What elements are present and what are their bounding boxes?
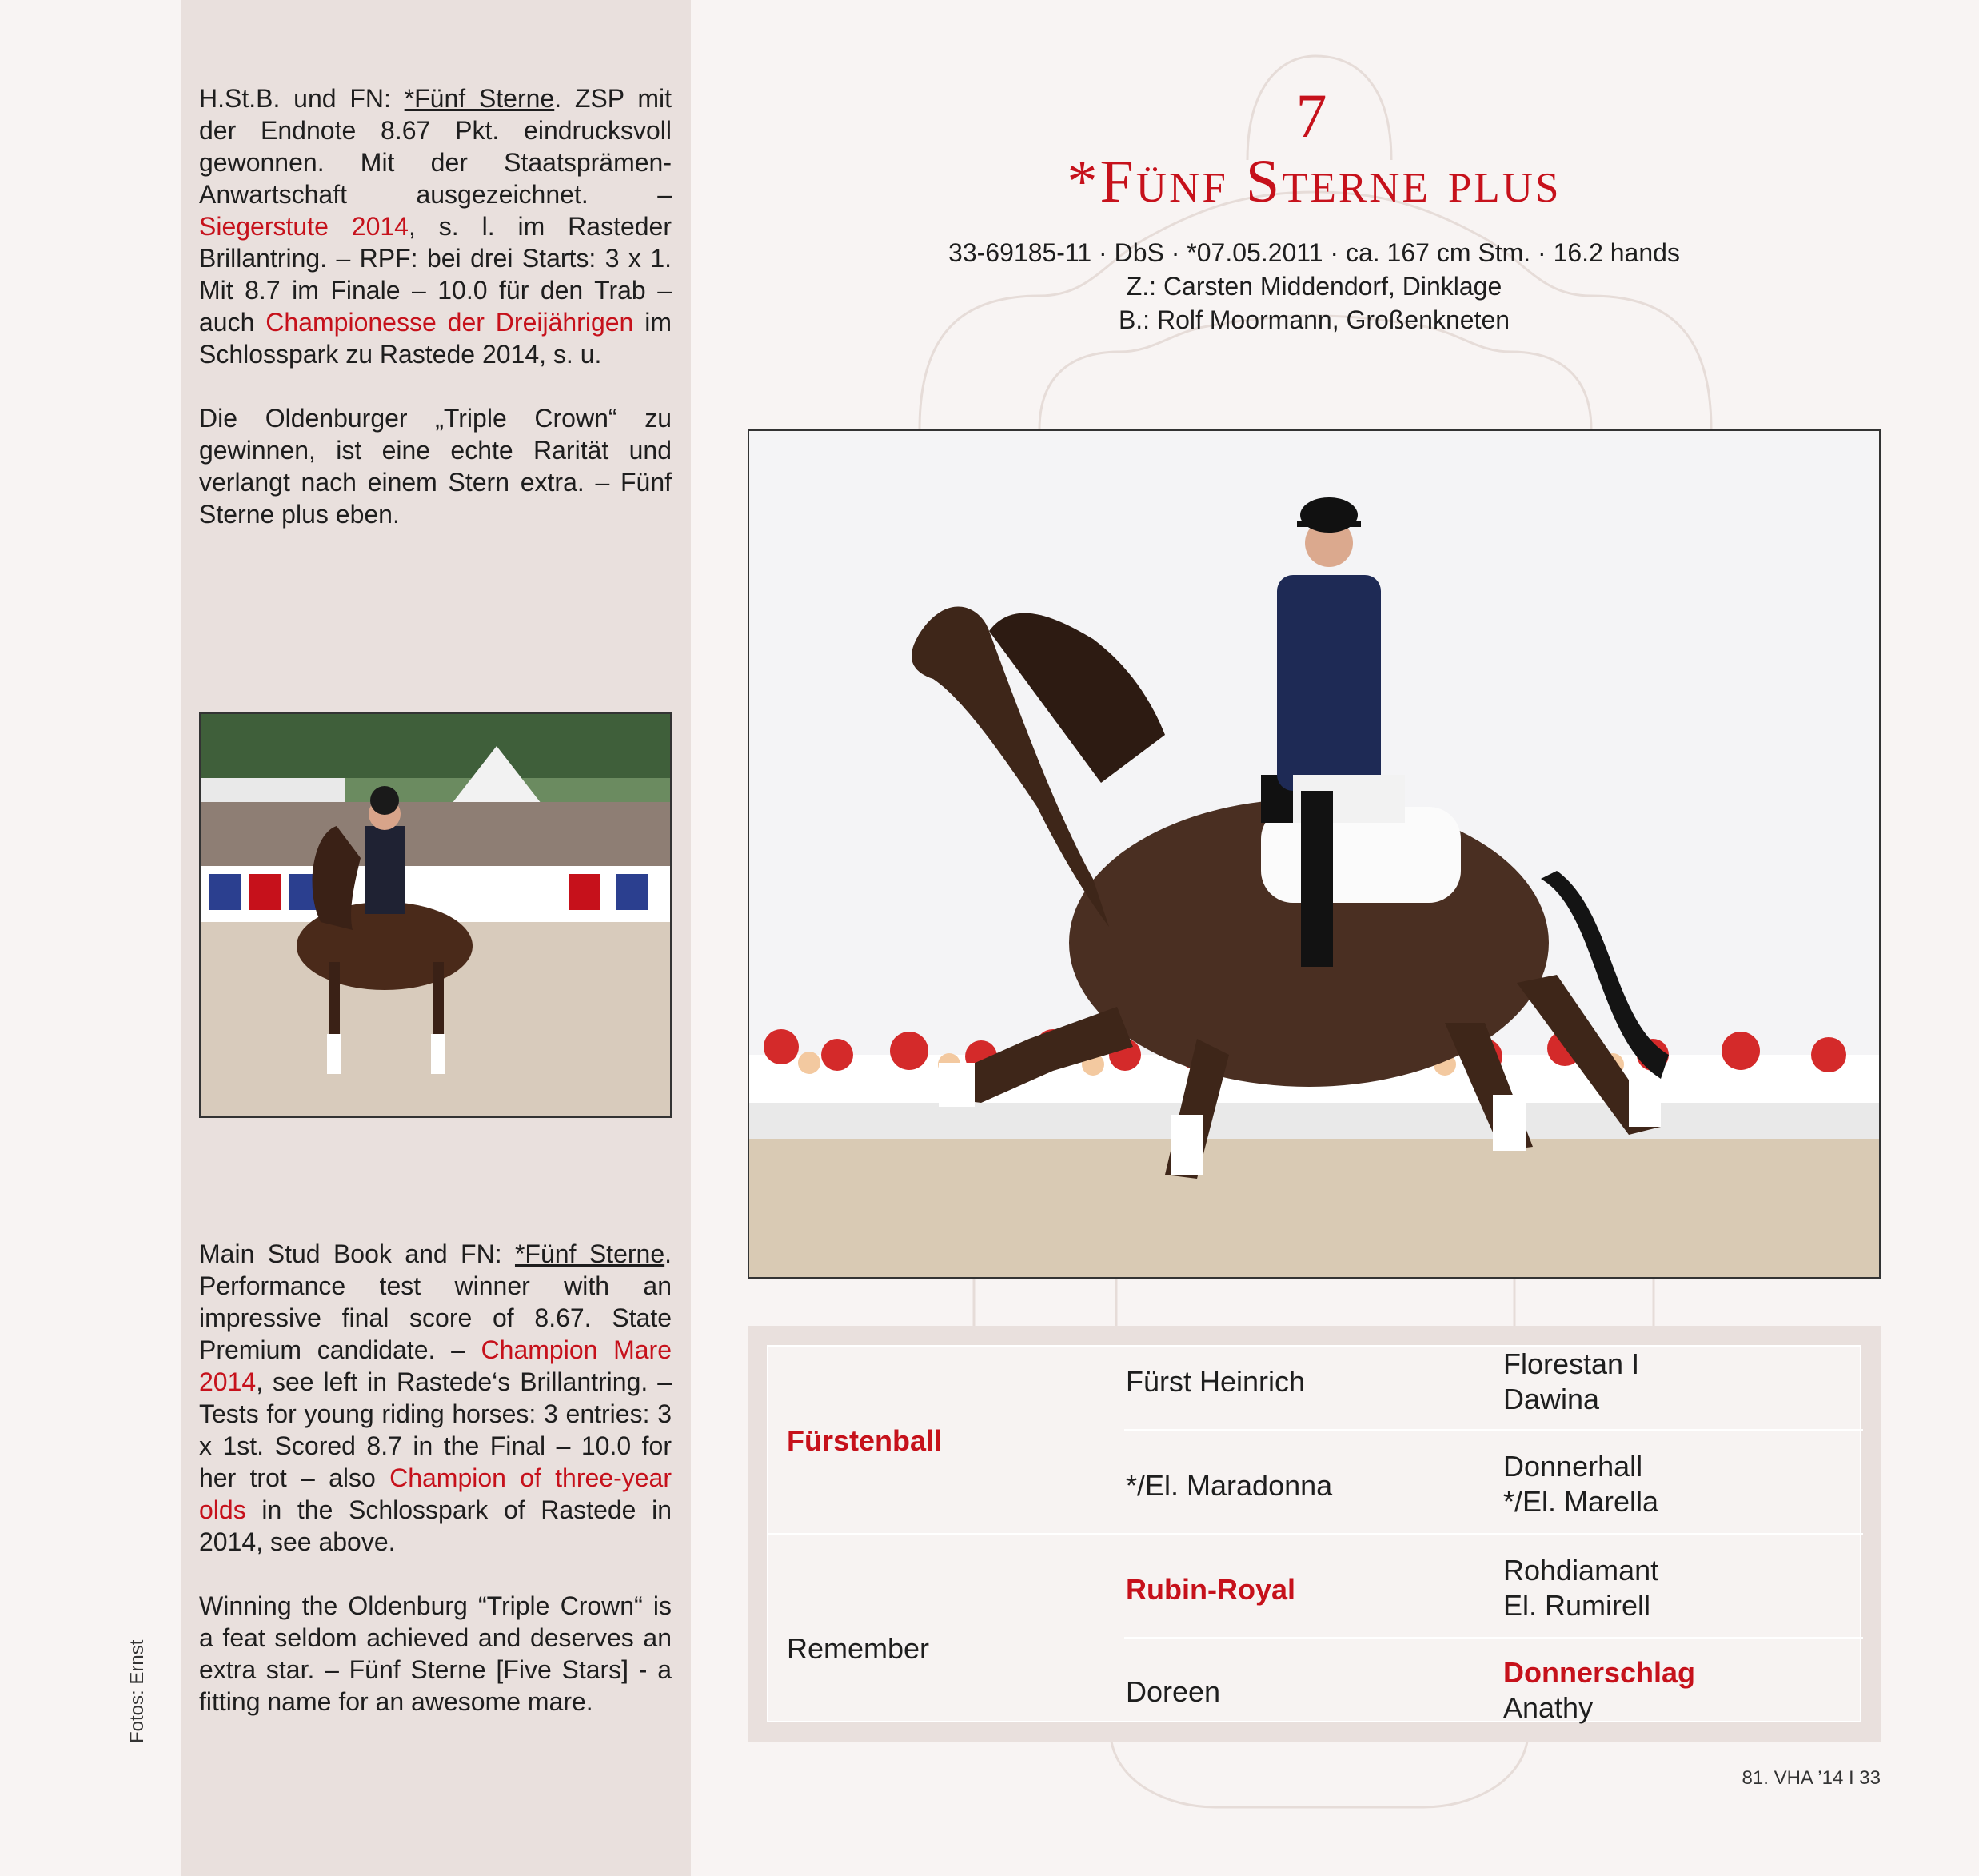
pedigree-divider	[1124, 1637, 1863, 1639]
pedigree-ancestor: */El. Marella	[1503, 1485, 1659, 1518]
secondary-horse-photo	[199, 712, 672, 1118]
photo-illustration	[749, 431, 1879, 1277]
photo-illustration	[201, 714, 672, 1118]
pedigree-sire-sire: Fürst Heinrich	[1126, 1365, 1306, 1398]
english-paragraph-1: Main Stud Book and FN: *Fünf Sterne. Performance test winner with an impressive final score of 8.67. State Premium candidate. – Champion Mare 2014, see left in Rastede‘s Brillantring. – Tests for young riding horses: 3 entries: 3 x 1st. Scored 8.7 in the Final – 10.0 for her trot – also Champion of three-year olds in the Schlosspark of Rastede in 2014, see above.	[199, 1239, 672, 1556]
horse-title: *Fünf Sterne plus	[1067, 148, 1562, 215]
highlight-champion-three-year-olds: Champion of three-year olds	[199, 1463, 672, 1524]
horse-name-link: *Fünf Sterne	[404, 84, 555, 113]
owner-line: B.: Rolf Moormann, Großenkneten	[1118, 305, 1510, 334]
highlight-siegerstute: Siegerstute 2014	[199, 212, 409, 241]
pedigree-table	[767, 1345, 1861, 1722]
german-paragraph-1: H.St.B. und FN: *Fünf Sterne. ZSP mit der Endnote 8.67 Pkt. eindrucksvoll gewonnen. Mit der Staatsprämen-Anwartschaft ausgezeichnet. – Siegerstute 2014, s. l. im Rasteder Brillantring. – RPF: bei drei Starts: 3 x 1. Mit 8.7 im Finale – 10.0 für den Trab – auch Championesse der Dreijährigen im Schlosspark zu Rastede 2014, s. u.	[199, 84, 672, 369]
photo-credit: Fotos: Ernst	[126, 1639, 148, 1743]
pedigree-sire: Fürstenball	[787, 1424, 943, 1457]
pedigree-ancestor: Dawina	[1503, 1383, 1600, 1415]
pedigree-ancestor: Donnerschlag	[1503, 1656, 1696, 1689]
horse-name-link: *Fünf Sterne	[514, 1239, 665, 1268]
highlight-championesse: Championesse der Dreijährigen	[265, 308, 634, 337]
page-number: 81. VHA ’14 I 33	[1742, 1767, 1881, 1789]
english-description	[199, 1238, 672, 1718]
pedigree-divider	[1124, 1429, 1863, 1431]
pedigree-ancestor: Rohdiamant	[1503, 1554, 1659, 1587]
catalog-number: 7	[1295, 81, 1327, 150]
english-paragraph-2: Winning the Oldenburg “Triple Crown“ is a feat seldom achieved and deserves an extra star. – Fünf Sterne [Five Stars] - a fitting name for an awesome mare.	[199, 1591, 672, 1716]
pedigree-dam-sire: Rubin-Royal	[1126, 1573, 1295, 1606]
pedigree-ancestor: Donnerhall	[1503, 1450, 1643, 1483]
german-description	[199, 82, 672, 530]
pedigree-dam: Remember	[787, 1632, 930, 1665]
pedigree-box	[748, 1326, 1881, 1742]
german-paragraph-2: Die Oldenburger „Triple Crown“ zu gewinnen, ist eine echte Rarität und verlangt nach einem Stern extra. – Fünf Sterne plus eben.	[199, 404, 672, 529]
pedigree-dam-dam: Doreen	[1126, 1675, 1221, 1708]
highlight-champion-mare: Champion Mare 2014	[199, 1335, 672, 1396]
horse-info-line: 33-69185-11 · DbS · *07.05.2011 · ca. 167 cm Stm. · 16.2 hands	[948, 238, 1680, 267]
pedigree-divider	[768, 1533, 1863, 1535]
pedigree-ancestor: Florestan I	[1503, 1347, 1640, 1380]
pedigree-ancestor: Anathy	[1503, 1691, 1594, 1724]
pedigree-sire-dam: */El. Maradonna	[1126, 1469, 1333, 1502]
main-horse-photo	[748, 429, 1881, 1279]
pedigree-ancestor: El. Rumirell	[1503, 1589, 1651, 1622]
breeder-line: Z.: Carsten Middendorf, Dinklage	[1126, 272, 1502, 301]
